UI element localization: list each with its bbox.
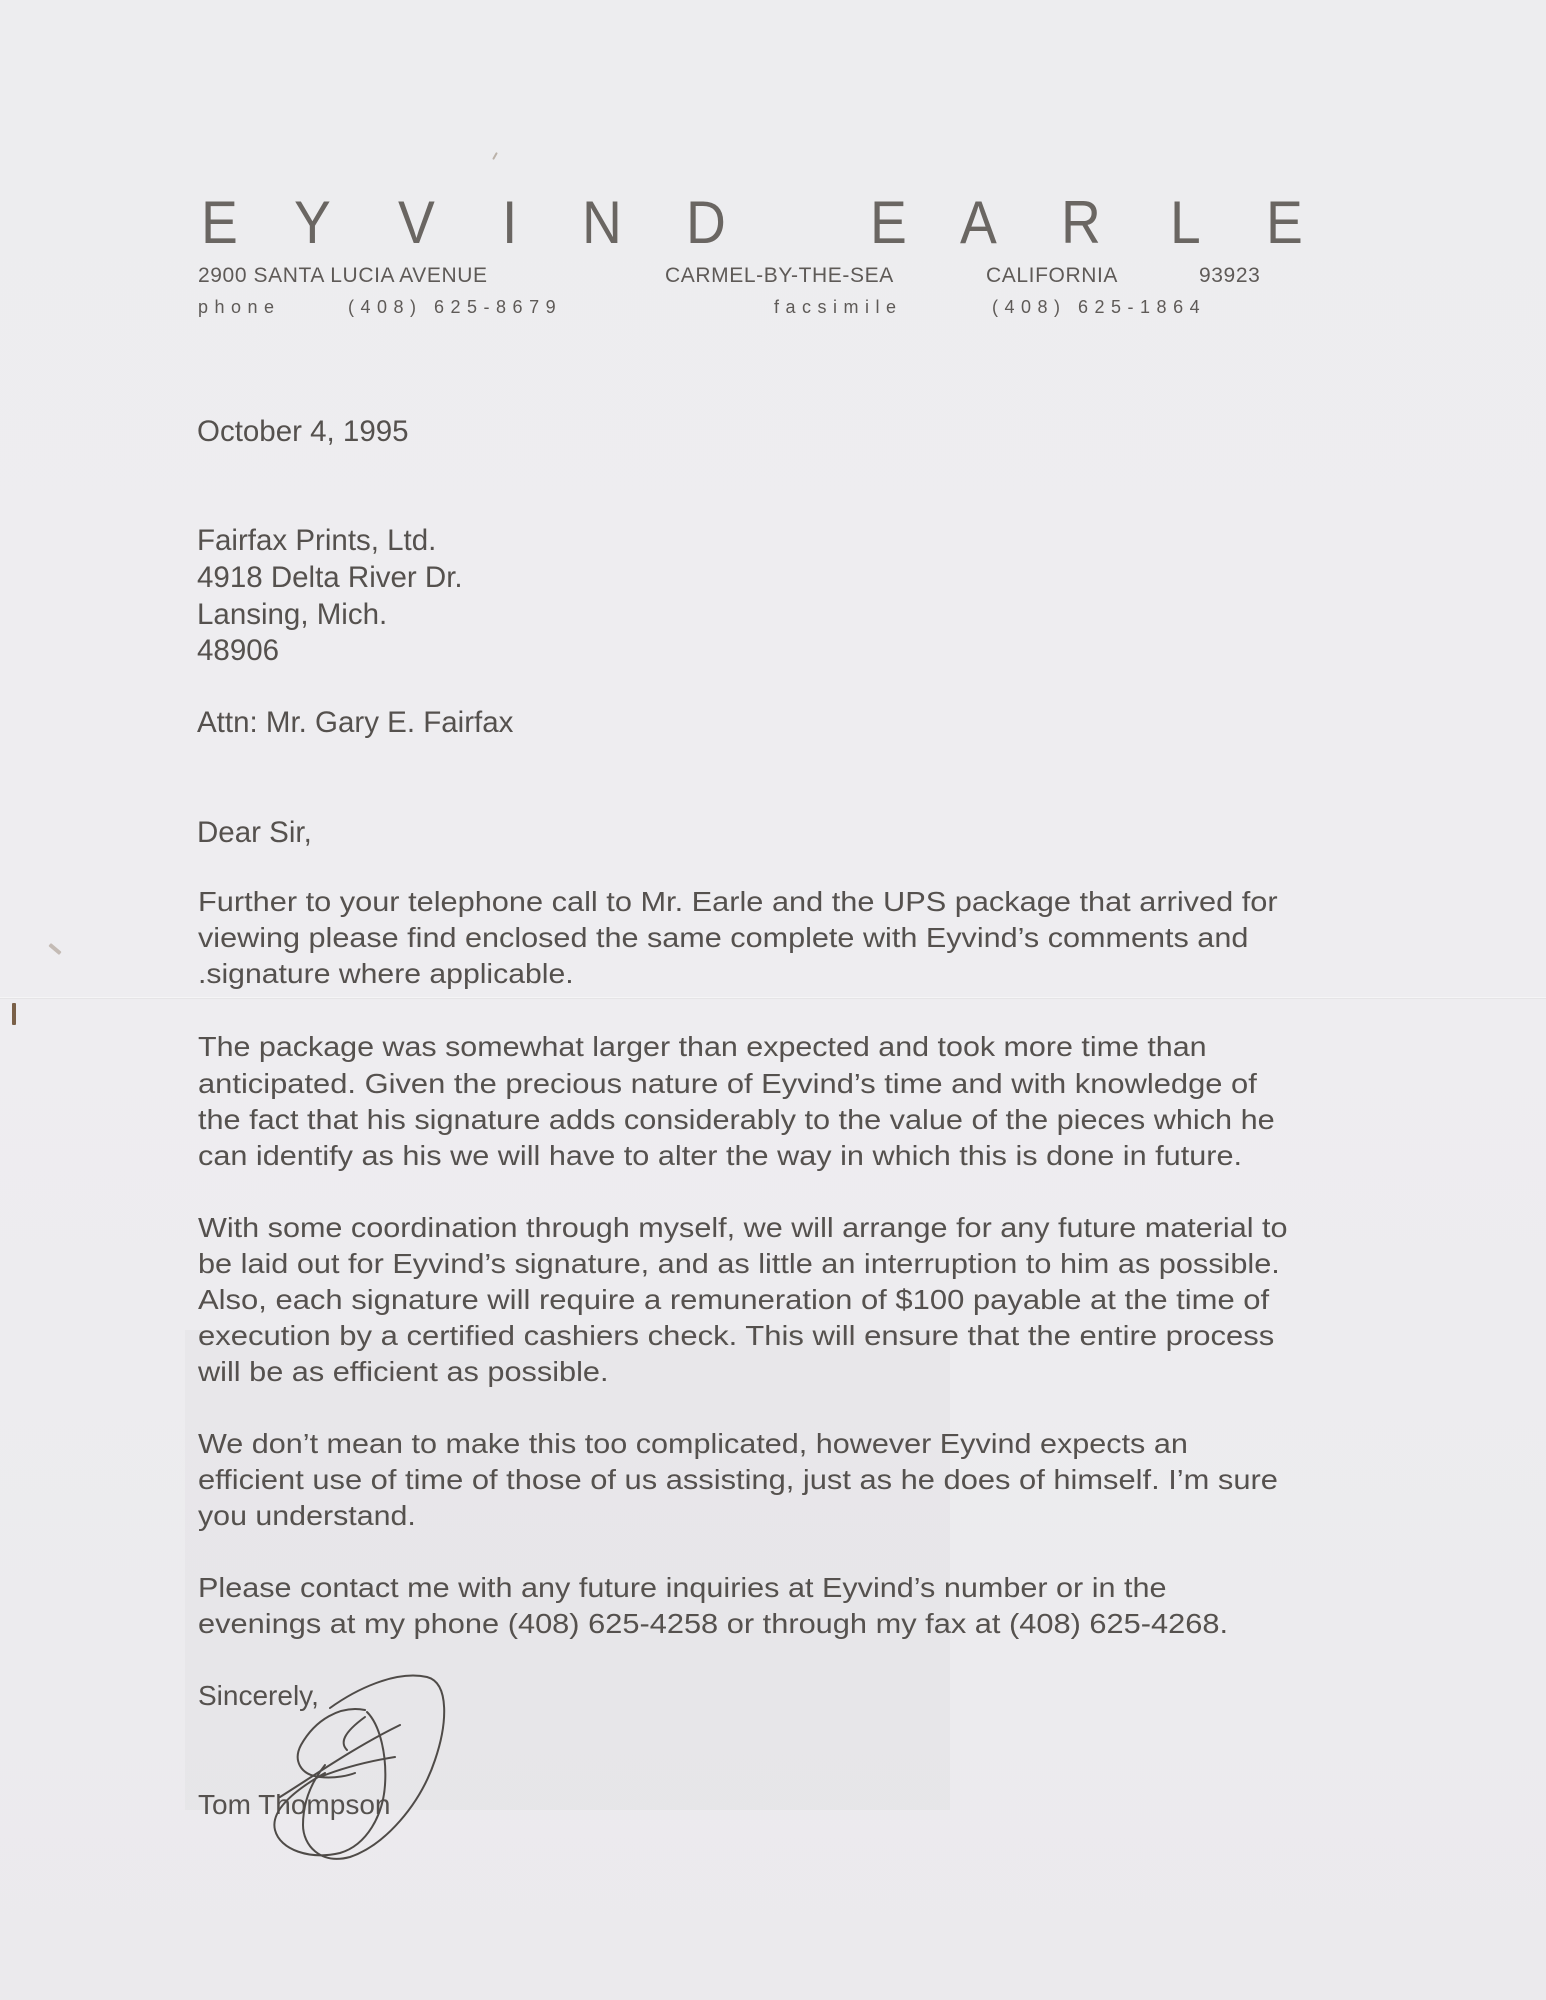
letterhead-letter: Y xyxy=(294,189,331,256)
fax-number: (408) 625-1864 xyxy=(992,297,1207,317)
signer-name: Tom Thompson xyxy=(198,1789,391,1820)
letterhead-letter: E xyxy=(201,189,238,256)
letterhead-letter: L xyxy=(1170,189,1201,256)
letterhead-letter: A xyxy=(960,189,997,256)
signature-stroke xyxy=(298,1709,365,1778)
body-line: evenings at my phone (408) 625-4258 or through my fax at (408) 625-4268. xyxy=(198,1608,1229,1639)
signature-stroke xyxy=(303,1676,444,1859)
body-line: We don’t mean to make this too complicated, however Eyvind expects an xyxy=(198,1428,1188,1459)
letterhead-letter: I xyxy=(502,189,518,256)
body-line: .signature where applicable. xyxy=(198,958,574,989)
body-line: efficient use of time of those of us assisting, just as he does of himself. I’m sure xyxy=(198,1464,1278,1495)
attention-line: Attn: Mr. Gary E. Fairfax xyxy=(197,706,514,739)
body-line: you understand. xyxy=(198,1500,416,1531)
letterhead-zip: 93923 xyxy=(1199,264,1261,287)
letterhead-letter: V xyxy=(398,189,435,256)
salutation: Dear Sir, xyxy=(197,816,312,849)
letterhead-letter: D xyxy=(686,189,726,256)
letterhead-city: CARMEL-BY-THE-SEA xyxy=(665,264,894,287)
letterhead-letter: N xyxy=(582,189,622,256)
body-line: viewing please find enclosed the same complete with Eyvind’s comments and xyxy=(198,922,1249,953)
recipient-city: Lansing, Mich. xyxy=(197,598,388,631)
recipient-street: 4918 Delta River Dr. xyxy=(197,561,463,594)
body-line: Also, each signature will require a remuneration of $100 payable at the time of xyxy=(198,1284,1270,1315)
letterhead-letter: E xyxy=(870,189,907,256)
letterhead-letter: R xyxy=(1061,189,1101,256)
body-line: can identify as his we will have to alter the way in which this is done in future. xyxy=(198,1140,1243,1171)
letter-date: October 4, 1995 xyxy=(197,415,409,448)
phone-label: phone xyxy=(198,297,281,317)
recipient-zip: 48906 xyxy=(197,634,280,667)
fold-crease xyxy=(0,997,1546,999)
paper-mark xyxy=(12,1003,16,1025)
body-line: anticipated. Given the precious nature of Eyvind’s time and with knowledge of xyxy=(198,1068,1257,1099)
recipient-company: Fairfax Prints, Ltd. xyxy=(197,524,437,557)
body-line: be laid out for Eyvind’s signature, and as little an interruption to him as possible. xyxy=(198,1248,1280,1279)
body-line: execution by a certified cashiers check. This will ensure that the entire process xyxy=(198,1320,1275,1351)
handwritten-signature-icon xyxy=(255,1665,475,1875)
signature-stroke xyxy=(274,1712,385,1855)
body-line: Further to your telephone call to Mr. Earle and the UPS package that arrived for xyxy=(198,886,1278,917)
body-line: the fact that his signature adds considerably to the value of the pieces which he xyxy=(198,1104,1275,1135)
letterhead-street: 2900 SANTA LUCIA AVENUE xyxy=(198,264,488,287)
body-line: The package was somewhat larger than expected and took more time than xyxy=(198,1031,1207,1062)
closing: Sincerely, xyxy=(198,1680,319,1711)
body-line: Please contact me with any future inquiries at Eyvind’s number or in the xyxy=(198,1572,1167,1603)
letterhead-state: CALIFORNIA xyxy=(986,264,1119,287)
letterhead-letter: E xyxy=(1266,189,1303,256)
fax-label: facsimile xyxy=(774,297,903,317)
body-line: will be as efficient as possible. xyxy=(198,1356,609,1387)
phone-number: (408) 625-8679 xyxy=(348,297,563,317)
body-line: With some coordination through myself, we will arrange for any future material to xyxy=(198,1212,1288,1243)
